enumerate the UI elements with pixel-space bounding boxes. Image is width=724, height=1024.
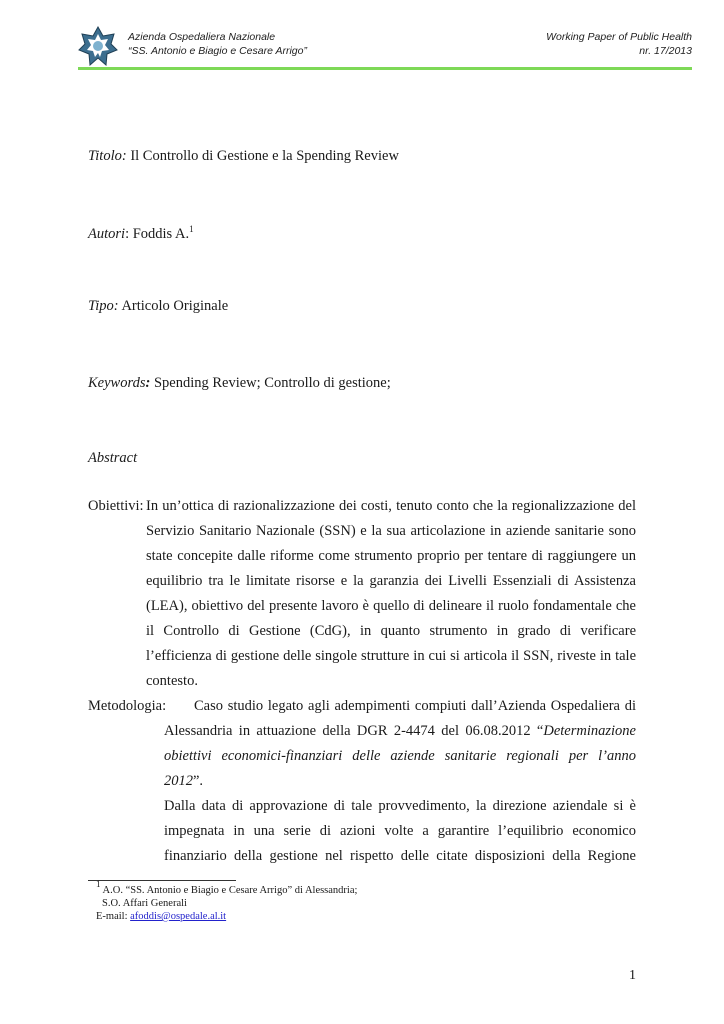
obiettivi-label: Obiettivi: xyxy=(88,498,144,514)
metodologia-italic-part: 2012 xyxy=(164,773,193,789)
obiettivi-line: (LEA), obiettivo del presente lavoro è quello di delineare il ruolo fondamentale che xyxy=(146,598,636,614)
star-emblem-icon xyxy=(78,26,118,66)
header-divider xyxy=(78,67,692,70)
metodologia-line: Caso studio legato agli adempimenti compiuti dall’Azienda Ospedaliera di xyxy=(194,698,636,714)
metodologia-text xyxy=(164,719,636,869)
metodologia-line: impegnata in una serie di azioni volte a garantire l’equilibrio economico xyxy=(164,823,636,839)
metodologia-label: Metodologia: xyxy=(88,698,167,714)
obiettivi-line: state concepite dalle riforme come strumento proprio per tentare di raggiungere un xyxy=(146,548,636,564)
metodologia-italic-part: Determinazione xyxy=(543,723,636,739)
obiettivi-line: l’efficienza di gestione delle singole strutture in cui si articola il SSN, riveste in tale xyxy=(146,648,636,664)
metodologia-line: obiettivi economici-finanziari delle aziende sanitarie regionali per l’anno xyxy=(164,748,636,764)
metodologia-first-line xyxy=(194,694,636,719)
metodologia-text-part: Alessandria in attuazione della DGR 2-4474 del 06.08.2012 “ xyxy=(164,723,544,739)
footnote-line1 xyxy=(96,879,358,897)
header-series-title: Working Paper of Public Health xyxy=(546,31,692,43)
metodologia-line xyxy=(164,719,636,744)
keywords-field xyxy=(88,374,391,392)
header-series xyxy=(546,30,692,58)
obiettivi-line: In un’ottica di razionalizzazione dei costi, tenuto conto che la regionalizzazione del xyxy=(146,498,636,514)
keywords-label: Keywords xyxy=(88,375,146,391)
obiettivi-line: contesto. xyxy=(146,673,198,689)
authors-field xyxy=(88,225,194,243)
header-series-number: nr. 17/2013 xyxy=(639,45,692,57)
metodologia-line xyxy=(164,769,636,794)
metodologia-text-part: ”. xyxy=(193,773,204,789)
authors-footnote-ref: 1 xyxy=(189,224,194,234)
obiettivi-line: il Controllo di Gestione (CdG), in quanto strumento in grado di verificare xyxy=(146,623,636,639)
metodologia-line: Dalla data di approvazione di tale provvedimento, la direzione aziendale si è xyxy=(164,798,636,814)
footnote-email-label: E-mail: xyxy=(96,911,131,922)
footnote xyxy=(96,879,358,923)
title-label: Titolo: xyxy=(88,148,127,164)
type-field xyxy=(88,297,228,315)
metodologia-line: finanziario della gestione nel rispetto delle citate disposizioni della Regione xyxy=(164,848,636,864)
footnote-number: 1 xyxy=(96,879,101,889)
email-link[interactable]: afoddis@ospedale.al.it xyxy=(130,911,227,922)
type-label: Tipo: xyxy=(88,298,119,314)
title-value: Il Controllo di Gestione e la Spending Review xyxy=(130,148,399,164)
authors-value: : Foddis A. xyxy=(125,226,190,242)
keywords-colon: : xyxy=(145,375,151,391)
abstract-heading: Abstract xyxy=(88,450,138,466)
header-institution xyxy=(128,30,307,58)
authors-label: Autori xyxy=(88,226,126,242)
type-value: Articolo Originale xyxy=(121,298,229,314)
keywords-value: Spending Review; Controllo di gestione; xyxy=(153,375,391,391)
page-number: 1 xyxy=(629,968,636,983)
title-field xyxy=(88,147,399,165)
header-institution-line1: Azienda Ospedaliera Nazionale xyxy=(128,31,276,43)
footnote-divider xyxy=(88,880,236,881)
header-institution-line2: “SS. Antonio e Biagio e Cesare Arrigo” xyxy=(128,45,307,57)
footnote-email-line xyxy=(96,910,357,923)
obiettivi-text xyxy=(146,494,636,694)
footnote-affiliation: A.O. “SS. Antonio e Biagio e Cesare Arrigo” di Alessandria; xyxy=(102,885,358,896)
footnote-department: S.O. Affari Generali xyxy=(102,898,187,909)
obiettivi-line: equilibrio tra le limitate risorse e la garanzia dei Livelli Essenziali di Assistenza xyxy=(146,573,636,589)
obiettivi-line: Servizio Sanitario Nazionale (SSN) e la sua articolazione in aziende sanitarie sono xyxy=(146,523,636,539)
